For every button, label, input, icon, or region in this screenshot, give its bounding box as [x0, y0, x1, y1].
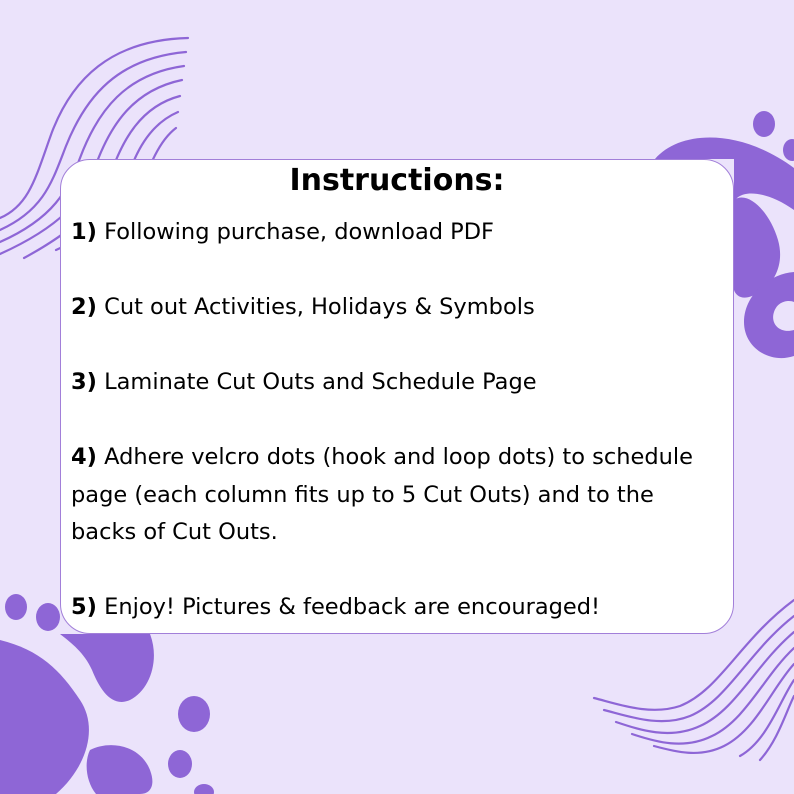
step-text: Adhere velcro dots (hook and loop dots) to schedule page (each column fits up to 5 Cut Outs) and to the backs of Cut Outs. — [71, 444, 693, 545]
instructions-title: Instructions: — [289, 163, 505, 198]
step-item — [71, 439, 726, 552]
instructions-list — [71, 214, 726, 627]
step-number: 5) — [71, 594, 97, 620]
step-item — [71, 364, 726, 402]
step-item — [71, 589, 726, 627]
step-item — [71, 214, 726, 252]
step-text: Following purchase, download PDF — [104, 219, 495, 245]
step-item — [71, 289, 726, 327]
step-text: Cut out Activities, Holidays & Symbols — [104, 294, 535, 320]
step-number: 2) — [71, 294, 97, 320]
step-number: 4) — [71, 444, 97, 470]
step-number: 3) — [71, 369, 97, 395]
step-text: Laminate Cut Outs and Schedule Page — [104, 369, 537, 395]
step-number: 1) — [71, 219, 97, 245]
step-text: Enjoy! Pictures & feedback are encouraged! — [104, 594, 601, 620]
